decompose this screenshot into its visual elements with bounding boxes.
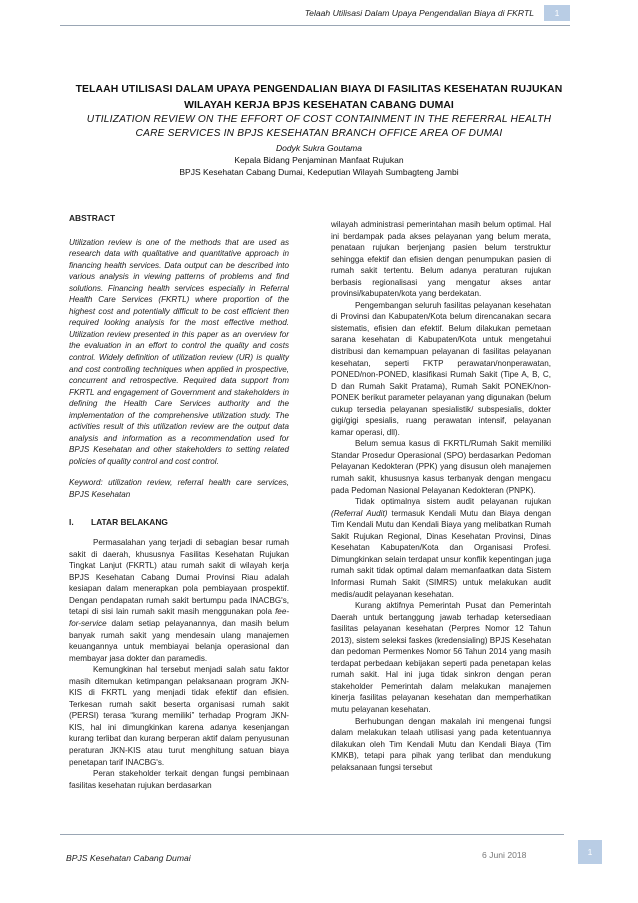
paragraph: Peran stakeholder terkait dengan fungsi pembinaan fasilitas kesehatan rujukan berdasarkan [69,769,289,790]
paper-title-english: UTILIZATION REVIEW ON THE EFFORT OF COST CONTAINMENT IN THE REFERRAL HEALTH CARE SERVICES IN BPJS KESEHATAN BRANCH OFFICE AREA OF DUMAI [86,114,552,139]
footer-date: 6 Juni 2018 [482,850,527,860]
abstract-text: Utilization review is one of the methods that are used as research data with qualitative and quantitative approach in financing health services. Data output can be described into various analysis in viewing patterns of problems and find solutions. Financing health services especially in Referral Health Care Services (FKRTL) where proportion of the highest cost and potentially difficult to be cost efficient then required looking analysis for the most effective method. Utilization review presented in this paper as an overview for the evaluation in an effort to control the quality and costs control. Widely definition of utilization review (UR) is quality and cost controlling techniques when applied in prospective, concurrent and retrospective. Required data support from FKRTL and engagement of Government and stakeholders in defining the Health Care Services authority and the implementation of the comprehensive utilization study. The activities result of this utilization review are the output data analysis and information as a recommendation used for BPJS Kesehatan and other stakeholders to setting related policies of quality control and cost control. [69,237,289,466]
paragraph: wilayah administrasi pemerintahan masih belum optimal. Hal ini berdampak pada akses pelayanan yang belum merata, penataan rujukan berjenjang pasien belum terstruktur sehingga efektif dan efisien dengan penumpukan pasien di rumah sakit tertentu. Belum adanya peraturan rujukan berbasis regionalisasi yang mengatur akses antar provinsi/kabupaten/kota yang berdekatan. [331,220,551,299]
paper-title: TELAAH UTILISASI DALAM UPAYA PENGENDALIAN BIAYA DI FASILITAS KESEHATAN RUJUKAN WILAYAH KERJA BPJS KESEHATAN CABANG DUMAI [75,84,563,111]
section-title: LATAR BELAKANG [91,516,168,527]
header-page-number: 1 [544,5,570,21]
paragraph [69,537,289,664]
footer-organization: BPJS Kesehatan Cabang Dumai [66,853,191,863]
paragraph: Belum semua kasus di FKRTL/Rumah Sakit memiliki Standar Prosedur Operasional (SPO) berdasarkan Pedoman Pelayanan Kedokteran (PPK) yang disusun oleh manajemen rumah sakit, khususnya kasus terbanyak dengan mengacu pada Pedoman Nasional Pelayanan Kedokteran (PNPK). [331,439,551,495]
section-heading [69,517,289,529]
abstract-heading: ABSTRACT [69,213,116,223]
author-block [74,143,564,178]
left-column [69,213,289,791]
header-rule [60,25,570,26]
paragraph: Berhubungan dengan makalah ini mengenai fungsi dalam melakukan telaah utilisasi yang pada ketentuannya dilakukan oleh Tim Kendali Mutu dan Kendali Biaya (Tim KMKB), tetapi para pihak yang terlibat dan mendukung pelaksanaan fungsi tersebut [331,716,551,772]
author-affiliation: BPJS Kesehatan Cabang Dumai, Kedeputian Wilayah Sumbagteng Jambi [179,166,459,177]
paragraph-text: termasuk Kendali Mutu dan Biaya dengan Tim Kendali Mutu dan Kendali Biaya yang melibatkan Rumah Sakit Rujukan Regional, Dinas Kesehatan Provinsi, Dinas Kesehatan Kabupaten/Kota dan Organisasi Profesi. Dimungkinkan selain terdapat unsur konflik kepentingan juga rumah sakit tidak optimal dalam memanfaatkan data Sistem Informasi Rumah Sakit (SIMRS) untuk melakukan audit medis/audit pelayanan kesehatan. [331,508,552,599]
author-name: Dodyk Sukra Goutama [276,143,362,153]
footer-page-number: 1 [578,840,602,864]
paragraph-text: Tidak optimalnya sistem audit pelayanan rujukan [355,497,551,507]
paragraph-text: Permasalahan yang terjadi di sebagian besar rumah sakit di daerah, khususnya Fasilitas Kesehatan Rujukan Tingkat Lanjut (FKRTL) atau rumah sakit di wilayah kerja BPJS Kesehatan Cabang Dumai Provinsi Riau adalah kesiapan dalam menerapkan pola pembiayaan prospektif. Dengan pendapatan rumah sakit bertumpu pada INACBG's, tetapi di sisi lain rumah sakit masih menggunakan pola [69,538,289,617]
paragraph-text: dalam setiap pelayanannya, dan masih belum banyak rumah sakit yang mendesain ulang manajemen keuangannya untuk membiayai belanja operasional dan membayar jasa dokter dan paramedis. [69,618,289,663]
paragraph: Kurang aktifnya Pemerintah Pusat dan Pemerintah Daerah untuk bertanggung jawab terhadap ketersediaan fasilitas pelayanan kesehatan (Perpres Nomor 12 Tahun 2013), sistem seleksi faskes (kredensialing) BPJS Kesehatan dan pedoman Permenkes Nomor 56 Tahun 2014 yang masih terdapat perbedaan kebijakan seperti pada penetapan kelas rumah sakit. Hal ini juga tidak sinkron dengan peran stakeholder Pemerintah dalam melakukan manajemen kinerja fasilitas pelayanan kesehatan dan memperhatikan mutu pelayanan kesehatan. [331,601,551,714]
paragraph: Pengembangan seluruh fasilitas pelayanan kesehatan di Provinsi dan Kabupaten/Kota belum direncanakan secara sistematis, efisien dan efektif. Belum dilakukan pemetaan sarana kesehatan di Kabupaten/Kota untuk mengetahui distribusi dan kemampuan pelayanan di fasilitas pelayanan kesehatan, seperti FKTP perawatan/nonperawatan, PONED/non-PONED, klasifikasi Rumah Sakit (Tipe A, B, C, D dan Rumah Sakit Pratama), Rumah Sakit PONEK/non-PONEK berikut parameter pelayanan yang digunakan (belum cukup tersedia pelayanan spesialistik/ subspesialis, dokter gigi/gigi spesialis, ruang perawatan intensif, pelayanan kamar operasi, dll). [331,300,552,437]
running-header-title: Telaah Utilisasi Dalam Upaya Pengendalian Biaya di FKRTL [304,8,534,18]
keywords: Keyword: utilization review, referral health care services, BPJS Kesehatan [69,478,289,500]
paragraph-italic: fee-for-service [69,607,290,628]
author-position: Kepala Bidang Penjaminan Manfaat Rujukan [234,154,404,165]
running-header [60,5,570,21]
footer-rule [60,834,564,835]
paragraph-italic: (Referral Audit) [331,508,388,518]
section-number: I. [69,516,74,527]
paragraph [331,496,551,600]
right-column [331,219,551,773]
paragraph: Kemungkinan hal tersebut menjadi salah satu faktor masih ditemukan ketimpangan pelaksanaan program JKN-KIS di FKRTL yang menjadi tidak efektif dan efisien. Terkesan rumah sakit beserta organisasi rumah sakit (PERSI) terasa “kurang memiliki” terhadap Program JKN-KIS, hal ini dimungkinkan karena adanya kesenjangan kurang terlibat dan kurang berperan aktif dalam penyusunan peraturan JKN-KIS atau turut menghitung satuan biaya penetapan tarif INACBG's. [69,665,289,767]
